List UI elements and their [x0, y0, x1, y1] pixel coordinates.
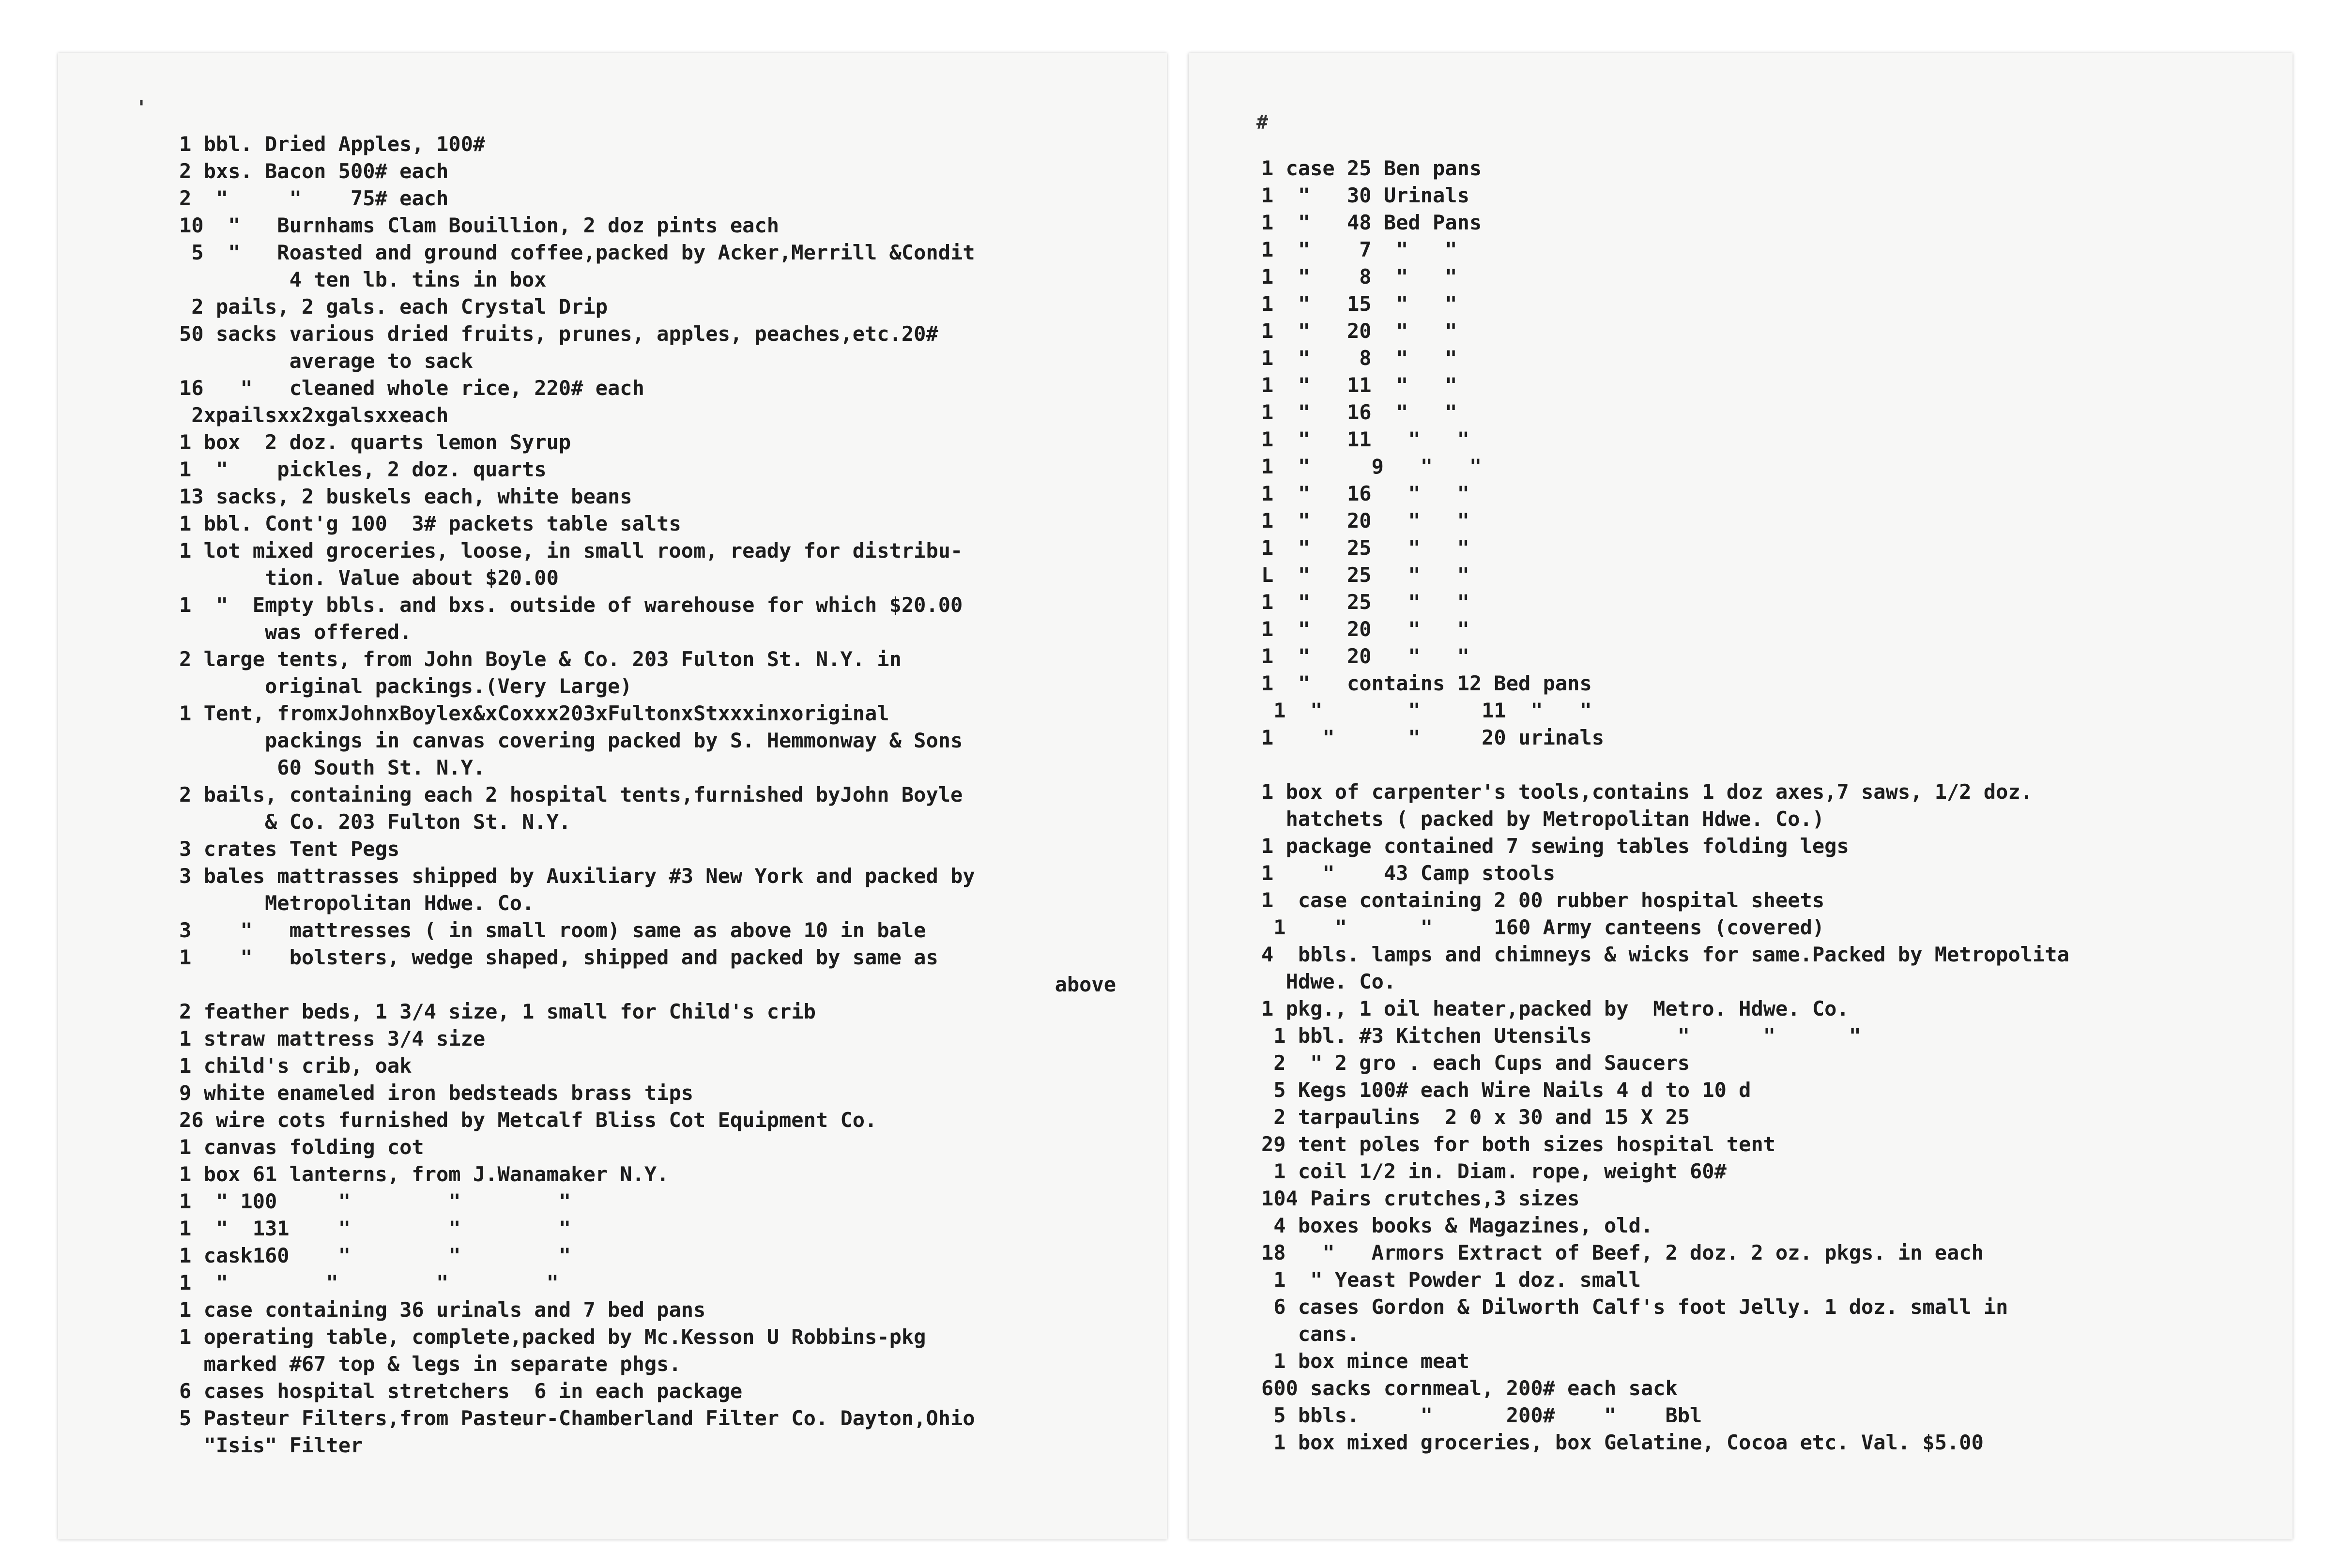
text-line: 1 bbl. Dried Apples, 100#: [179, 132, 486, 156]
text-line: 1 " 20 " ": [1261, 509, 1469, 533]
text-line: 1 " 15 " ": [1261, 292, 1457, 316]
text-line: 60 South St. N.Y.: [179, 756, 486, 779]
text-line: 1 coil 1/2 in. Diam. rope, weight 60#: [1261, 1159, 1727, 1183]
text-line: 1 " 25 " ": [1261, 536, 1469, 560]
text-line: 2 bxs. Bacon 500# each: [179, 159, 449, 183]
text-line: 2 pails, 2 gals. each Crystal Drip: [179, 295, 608, 319]
text-line: 10 " Burnhams Clam Bouillion, 2 doz pints each: [179, 213, 780, 237]
corner-mark: #: [1256, 111, 1269, 134]
text-line: 1 bbl. Cont'g 100 3# packets table salts: [179, 512, 681, 535]
text-line: 1 " 8 " ": [1261, 346, 1457, 370]
text-line: 1 " 16 " ": [1261, 482, 1469, 505]
text-line: 5 bbls. " 200# " Bbl: [1261, 1403, 1702, 1427]
text-line: 1 " 9 " ": [1261, 455, 1482, 478]
text-line: 1 " contains 12 Bed pans: [1261, 671, 1592, 695]
right-page: [1189, 53, 2293, 1539]
text-line: 1 " pickles, 2 doz. quarts: [179, 457, 547, 481]
right-page-text: [1261, 155, 2069, 1456]
text-line: 1 child's crib, oak: [179, 1054, 412, 1078]
text-line: original packings.(Very Large): [179, 674, 632, 698]
text-line: 2 tarpaulins 2 0 x 30 and 15 X 25: [1261, 1105, 1690, 1129]
text-line: L " 25 " ": [1261, 563, 1469, 587]
text-line: 9 white enameled iron bedsteads brass tips: [179, 1081, 694, 1105]
text-line: 6 cases Gordon & Dilworth Calf's foot Jelly. 1 doz. small in: [1261, 1295, 2008, 1319]
text-line: 1 " 11 " ": [1261, 373, 1457, 397]
text-line: 1 " 25 " ": [1261, 590, 1469, 614]
text-line: above: [1055, 973, 1116, 996]
text-line: 1 cask160 " " ": [179, 1244, 571, 1267]
text-line: 1 " bolsters, wedge shaped, shipped and packed by same as: [179, 945, 938, 969]
text-line: 6 cases hospital stretchers 6 in each package: [179, 1379, 743, 1403]
text-line: 3 crates Tent Pegs: [179, 837, 400, 861]
text-line: 600 sacks cornmeal, 200# each sack: [1261, 1376, 1678, 1400]
text-line: 16 " cleaned whole rice, 220# each: [179, 376, 644, 400]
text-line: 1 straw mattress 3/4 size: [179, 1027, 486, 1050]
text-line: 1 " 11 " ": [1261, 427, 1469, 451]
text-line: 1 bbl. #3 Kitchen Utensils " " ": [1261, 1024, 1862, 1048]
text-line: 1 package contained 7 sewing tables folding legs: [1261, 834, 1849, 858]
text-line: 4 bbls. lamps and chimneys & wicks for same.Packed by Metropolita: [1261, 943, 2069, 966]
text-line: 2xpailsxx2xgalsxxeach: [179, 403, 449, 427]
text-line: 3 bales mattrasses shipped by Auxiliary #3 New York and packed by: [179, 864, 975, 888]
text-line: was offered.: [179, 620, 412, 644]
text-line: 2 feather beds, 1 3/4 size, 1 small for Child's crib: [179, 1000, 816, 1023]
text-line: 1 " 20 " ": [1261, 644, 1469, 668]
text-line: 1 case 25 Ben pans: [1261, 156, 1482, 180]
text-line: 1 " 100 " " ": [179, 1189, 571, 1213]
text-line: packings in canvas covering packed by S. Hemmonway & Sons: [179, 729, 963, 752]
text-line: 1 " 20 " ": [1261, 319, 1457, 343]
text-line: 2 " 2 gro . each Cups and Saucers: [1261, 1051, 1690, 1075]
text-line: 2 large tents, from John Boyle & Co. 203 Fulton St. N.Y. in: [179, 647, 902, 671]
text-line: 4 boxes books & Magazines, old.: [1261, 1214, 1653, 1237]
text-line: 1 " " " ": [179, 1271, 559, 1294]
text-line: 1 lot mixed groceries, loose, in small room, ready for distribu-: [179, 539, 963, 563]
text-line: 3 " mattresses ( in small room) same as above 10 in bale: [179, 918, 926, 942]
text-line: tion. Value about $20.00: [179, 566, 559, 590]
text-line: Metropolitan Hdwe. Co.: [179, 891, 535, 915]
text-line: hatchets ( packed by Metropolitan Hdwe. Co.): [1261, 807, 1825, 831]
text-line: 1 box mince meat: [1261, 1349, 1469, 1373]
text-line: 1 " 43 Camp stools: [1261, 861, 1555, 885]
text-line: 1 " 16 " ": [1261, 400, 1457, 424]
text-line: 1 pkg., 1 oil heater,packed by Metro. Hdwe. Co.: [1261, 997, 1849, 1020]
text-line: 1 canvas folding cot: [179, 1135, 424, 1159]
text-line: 5 Pasteur Filters,from Pasteur-Chamberland Filter Co. Dayton,Ohio: [179, 1406, 975, 1430]
text-line: & Co. 203 Fulton St. N.Y.: [179, 810, 571, 834]
text-line: 1 " " 11 " ": [1261, 699, 1592, 722]
text-line: [1261, 751, 2069, 778]
text-line: 1 Tent, fromxJohnxBoylex&xCoxxx203xFultonxStxxxinxoriginal: [179, 701, 889, 725]
text-line: 1 case containing 2 00 rubber hospital sheets: [1261, 888, 1825, 912]
text-line: 1 " 7 " ": [1261, 238, 1457, 261]
text-line: 1 " 48 Bed Pans: [1261, 211, 1482, 234]
text-line: 29 tent poles for both sizes hospital tent: [1261, 1132, 1776, 1156]
text-line: 1 " 131 " " ": [179, 1217, 571, 1240]
left-page-text: [179, 131, 1116, 1459]
corner-mark: ': [136, 97, 148, 119]
text-line: Hdwe. Co.: [1261, 970, 1396, 993]
text-line: average to sack: [179, 349, 473, 373]
text-line: 1 " " 20 urinals: [1261, 726, 1605, 749]
text-line: 1 operating table, complete,packed by Mc.Kesson U Robbins-pkg: [179, 1325, 926, 1349]
text-line: 1 " 8 " ": [1261, 265, 1457, 289]
text-line: 2 " " 75# each: [179, 186, 449, 210]
text-line: 5 " Roasted and ground coffee,packed by Acker,Merrill &Condit: [179, 241, 975, 264]
text-line: 1 box 2 doz. quarts lemon Syrup: [179, 430, 571, 454]
text-line: 13 sacks, 2 buskels each, white beans: [179, 485, 632, 508]
text-line: 5 Kegs 100# each Wire Nails 4 d to 10 d: [1261, 1078, 1751, 1102]
text-line: 1 box 61 lanterns, from J.Wanamaker N.Y.: [179, 1162, 669, 1186]
text-line: 18 " Armors Extract of Beef, 2 doz. 2 oz. pkgs. in each: [1261, 1241, 1984, 1264]
left-page: [58, 53, 1167, 1539]
text-line: cans.: [1261, 1322, 1360, 1346]
text-line: 1 " " 160 Army canteens (covered): [1261, 915, 1825, 939]
text-line: marked #67 top & legs in separate phgs.: [179, 1352, 681, 1376]
text-line: 2 bails, containing each 2 hospital tents,furnished byJohn Boyle: [179, 783, 963, 807]
text-line: 1 box mixed groceries, box Gelatine, Cocoa etc. Val. $5.00: [1261, 1431, 1984, 1454]
text-line: 50 sacks various dried fruits, prunes, apples, peaches,etc.20#: [179, 322, 938, 346]
text-line: 26 wire cots furnished by Metcalf Bliss Cot Equipment Co.: [179, 1108, 877, 1132]
text-line: 1 " Empty bbls. and bxs. outside of warehouse for which $20.00: [179, 593, 963, 617]
text-line: 1 " Yeast Powder 1 doz. small: [1261, 1268, 1641, 1292]
text-line: 1 " 20 " ": [1261, 617, 1469, 641]
text-line: 1 case containing 36 urinals and 7 bed pans: [179, 1298, 706, 1322]
text-line: "Isis" Filter: [179, 1433, 363, 1457]
text-line: 4 ten lb. tins in box: [179, 268, 547, 291]
text-line: 104 Pairs crutches,3 sizes: [1261, 1187, 1580, 1210]
text-line: 1 box of carpenter's tools,contains 1 doz axes,7 saws, 1/2 doz.: [1261, 780, 2033, 804]
text-line: 1 " 30 Urinals: [1261, 183, 1469, 207]
